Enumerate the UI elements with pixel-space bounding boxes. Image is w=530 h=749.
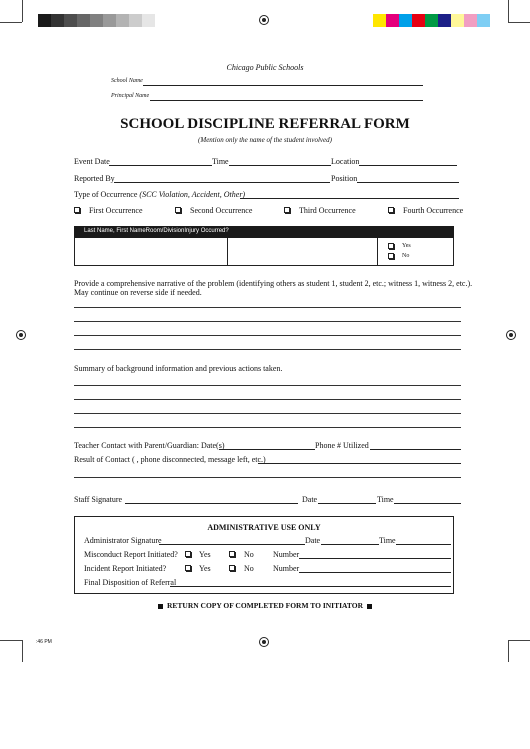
gray-swatch (129, 14, 142, 27)
event-date-label: Event Date (74, 157, 110, 166)
color-swatch (477, 14, 490, 27)
form-title: SCHOOL DISCIPLINE REFERRAL FORM (120, 116, 410, 132)
gray-swatch (116, 14, 129, 27)
narrative-line[interactable] (74, 307, 461, 308)
student-table-header-text: Last Name, First NameRoom/DivisionInjury Occurred? (84, 228, 229, 234)
color-swatch (399, 14, 412, 27)
summary-line[interactable] (74, 385, 461, 386)
gray-swatch (90, 14, 103, 27)
gray-swatch (103, 14, 116, 27)
incident-number-field[interactable] (299, 572, 451, 573)
misconduct-yes-label: Yes (199, 550, 211, 559)
staff-time-label: Time (377, 495, 394, 504)
principal-name-field[interactable] (150, 100, 423, 101)
color-swatch (373, 14, 386, 27)
return-instruction (0, 601, 530, 610)
summary-label: Summary of background information and previous actions taken. (74, 364, 283, 373)
color-swatch (451, 14, 464, 27)
first-occurrence-checkbox[interactable] (74, 207, 80, 213)
room-division-cell[interactable] (227, 238, 378, 265)
color-swatch (425, 14, 438, 27)
narrative-line[interactable] (74, 349, 461, 350)
injury-yes-label: Yes (402, 243, 411, 249)
phone-utilized-field[interactable] (370, 449, 461, 450)
form-subtitle: (Mention only the name of the student involved) (198, 136, 332, 144)
injury-no-checkbox[interactable] (388, 253, 394, 259)
staff-signature-label: Staff Signature (74, 495, 123, 504)
first-occurrence-label: First Occurrence (89, 206, 143, 215)
admin-use-heading: ADMINISTRATIVE USE ONLY (207, 523, 321, 532)
location-label: Location (331, 157, 360, 166)
admin-signature-field[interactable] (159, 544, 305, 545)
injury-no-label: No (402, 253, 410, 259)
type-of-occurrence-label (74, 190, 245, 199)
misconduct-no-label: No (244, 550, 254, 559)
narrative-line[interactable] (74, 321, 461, 322)
crop-mark (22, 0, 23, 22)
district-name: Chicago Public Schools (226, 63, 304, 72)
print-slug: :46 PM (36, 639, 52, 645)
color-swatch (386, 14, 399, 27)
location-field[interactable] (359, 165, 457, 166)
color-swatch (412, 14, 425, 27)
result-of-contact-field[interactable] (258, 463, 461, 464)
incident-report-label: Incident Report Initiated? (84, 564, 167, 573)
misconduct-number-label: Number (273, 550, 300, 559)
fourth-occurrence-checkbox[interactable] (388, 207, 394, 213)
second-occurrence-checkbox[interactable] (175, 207, 181, 213)
student-table-header (74, 226, 454, 238)
gray-swatch (38, 14, 51, 27)
reported-by-label: Reported By (74, 174, 115, 183)
crop-mark (0, 22, 22, 23)
type-label-text: Type of Occurrence (74, 190, 138, 199)
narrative-line[interactable] (74, 335, 461, 336)
school-name-label: School Name (111, 78, 143, 84)
position-label: Position (331, 174, 358, 183)
summary-line[interactable] (74, 399, 461, 400)
admin-signature-label: Administrator Signature (84, 536, 162, 545)
misconduct-no-checkbox[interactable] (229, 551, 235, 557)
misconduct-report-label: Misconduct Report Initiated? (84, 550, 178, 559)
gray-swatch (142, 14, 155, 27)
second-occurrence-label: Second Occurrence (190, 206, 253, 215)
teacher-contact-label: Teacher Contact with Parent/Guardian: Date(s) (74, 441, 225, 450)
final-disposition-label: Final Disposition of Referral (84, 578, 177, 587)
event-date-field[interactable] (109, 165, 212, 166)
time-field[interactable] (229, 165, 331, 166)
color-swatch (438, 14, 451, 27)
admin-date-field[interactable] (321, 544, 379, 545)
summary-line[interactable] (74, 413, 461, 414)
crop-mark (22, 640, 23, 662)
position-field[interactable] (357, 182, 459, 183)
crop-mark (508, 640, 530, 641)
injury-yes-checkbox[interactable] (388, 243, 394, 249)
crop-mark (0, 640, 22, 641)
student-table (74, 238, 454, 266)
gray-swatch (77, 14, 90, 27)
square-bullet-icon (158, 604, 163, 609)
time-label: Time (212, 157, 229, 166)
staff-time-field[interactable] (394, 503, 461, 504)
admin-use-box (74, 516, 454, 594)
reported-by-field[interactable] (114, 182, 330, 183)
gray-swatch (51, 14, 64, 27)
incident-yes-checkbox[interactable] (185, 565, 191, 571)
crop-mark (508, 22, 530, 23)
staff-date-label: Date (302, 495, 318, 504)
registration-mark-left (16, 330, 26, 340)
registration-mark-bottom (259, 637, 269, 647)
crop-mark (508, 0, 509, 22)
incident-no-label: No (244, 564, 254, 573)
result-of-contact-line[interactable] (74, 477, 461, 478)
summary-line[interactable] (74, 427, 461, 428)
admin-date-label: Date (305, 536, 321, 545)
staff-signature-field[interactable] (125, 503, 298, 504)
fourth-occurrence-label: Fourth Occurrence (403, 206, 464, 215)
principal-name-label: Principal Name (111, 93, 150, 99)
school-name-field[interactable] (143, 85, 423, 86)
incident-no-checkbox[interactable] (229, 565, 235, 571)
misconduct-number-field[interactable] (299, 558, 451, 559)
narrative-instructions-line-2: May continue on reverse side if needed. (74, 288, 202, 297)
admin-time-field[interactable] (396, 544, 451, 545)
type-label-hint: (SCC Violation, Accident, Other) (139, 190, 246, 199)
teacher-contact-date-field[interactable] (219, 449, 315, 450)
gray-swatch (64, 14, 77, 27)
third-occurrence-label: Third Occurrence (299, 206, 356, 215)
registration-mark-top (259, 15, 269, 25)
square-bullet-icon (367, 604, 372, 609)
registration-mark-right (506, 330, 516, 340)
return-instruction-text: RETURN COPY OF COMPLETED FORM TO INITIATOR (167, 601, 363, 610)
narrative-instructions (74, 279, 474, 297)
crop-mark (508, 640, 509, 662)
narrative-instructions-line-1: Provide a comprehensive narrative of the problem (identifying others as student 1, student 2, etc.; witness 1, witness 2, etc.). (74, 279, 473, 288)
admin-time-label: Time (379, 536, 396, 545)
student-name-cell[interactable] (75, 238, 228, 265)
staff-date-field[interactable] (318, 503, 376, 504)
result-of-contact-label: Result of Contact ( , phone disconnected, message left, etc.) (74, 455, 266, 464)
type-of-occurrence-field[interactable] (240, 198, 459, 199)
incident-number-label: Number (273, 564, 300, 573)
third-occurrence-checkbox[interactable] (284, 207, 290, 213)
color-swatch (464, 14, 477, 27)
phone-utilized-label: Phone # Utilized (315, 441, 369, 450)
incident-yes-label: Yes (199, 564, 211, 573)
final-disposition-field[interactable] (170, 586, 451, 587)
misconduct-yes-checkbox[interactable] (185, 551, 191, 557)
